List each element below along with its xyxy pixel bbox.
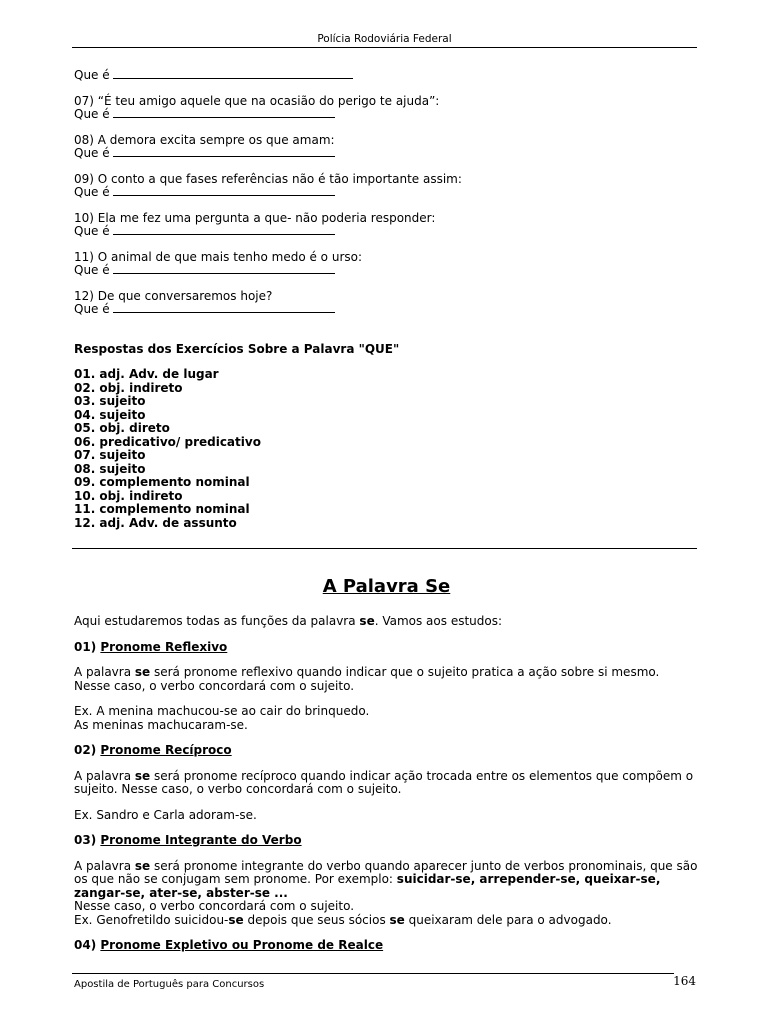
que-label: Que é	[74, 302, 114, 316]
subsection-01-heading: 01) Pronome Reflexivo	[74, 639, 228, 654]
question-item	[74, 251, 699, 278]
subsection-01-example-2: As meninas machucaram-se.	[74, 717, 248, 732]
que-label: Que é	[74, 107, 114, 121]
question-item	[74, 134, 699, 161]
answer-blank	[113, 272, 335, 274]
answers-list	[74, 368, 699, 530]
header-rule	[72, 47, 697, 48]
question-list	[74, 95, 699, 317]
answer-item: 01. adj. Adv. de lugar	[74, 367, 219, 381]
question-sentence: 09) O conto a que fases referências não é tão importante assim:	[74, 171, 462, 186]
question-sentence: 11) O animal de que mais tenho medo é o urso:	[74, 249, 363, 264]
answer-item: 08. sujeito	[74, 461, 146, 476]
answer-item: 02. obj. indireto	[74, 380, 183, 395]
page-header: Polícia Rodoviária Federal	[317, 33, 452, 45]
answer-blank	[113, 116, 335, 118]
answer-blank	[113, 77, 353, 79]
section-rule	[72, 548, 697, 549]
que-label: Que é	[74, 185, 114, 199]
question-sentence: 12) De que conversaremos hoje?	[74, 288, 273, 303]
question-item	[74, 212, 699, 239]
section-intro: Aqui estudaremos todas as funções da palavra se. Vamos aos estudos:	[74, 614, 503, 628]
subsection-03-heading: 03) Pronome Integrante do Verbo	[74, 833, 302, 847]
answer-item: 09. complemento nominal	[74, 475, 250, 489]
subsection-04-heading: 04) Pronome Expletivo ou Pronome de Realce	[74, 938, 384, 952]
answer-item: 10. obj. indireto	[74, 488, 183, 503]
question-sentence: 07) “É teu amigo aquele que na ocasião do perigo te ajuda”:	[74, 93, 440, 108]
question-item	[74, 290, 699, 317]
subsection-03-text: A palavra se será pronome integrante do verbo quando aparecer junto de verbos pronominais, que são os que não se conjugam sem pronome. Por exemplo: suicidar-se, arrepender-se, queixar-se, zangar-se, ater-se, abster-se ...	[74, 858, 698, 900]
page-number: 164	[673, 974, 696, 988]
question-item	[74, 173, 699, 200]
exercises-block	[74, 69, 699, 530]
que-label: Que é	[74, 224, 114, 238]
palavra-se-section	[74, 576, 699, 953]
footer-rule	[72, 973, 674, 974]
subsection-02-example: Ex. Sandro e Carla adoram-se.	[74, 807, 257, 822]
answer-item: 05. obj. direto	[74, 421, 170, 435]
que-label: Que é	[74, 263, 114, 277]
question-06-tail	[74, 69, 699, 83]
subsection-03-line2: Nesse caso, o verbo concordará com o sujeito.	[74, 899, 355, 913]
answer-item: 07. sujeito	[74, 448, 146, 462]
subsection-03-example: Ex. Genofretildo suicidou-se depois que seus sócios se queixaram dele para o advogado.	[74, 912, 612, 927]
answer-item: 03. sujeito	[74, 394, 146, 408]
question-sentence: 08) A demora excita sempre os que amam:	[74, 132, 335, 147]
answer-blank	[113, 233, 335, 235]
answer-blank	[113, 311, 335, 313]
que-label: Que é	[74, 68, 114, 82]
answer-blank	[113, 155, 335, 157]
answer-item: 12. adj. Adv. de assunto	[74, 515, 237, 530]
subsection-02-heading: 02) Pronome Recíproco	[74, 743, 232, 757]
subsection-01-example: Ex. A menina machucou-se ao cair do brinquedo.	[74, 704, 370, 718]
que-label: Que é	[74, 146, 114, 160]
answers-title: Respostas dos Exercícios Sobre a Palavra "QUE"	[74, 341, 400, 356]
answer-item: 11. complemento nominal	[74, 502, 250, 516]
answer-blank	[113, 194, 335, 196]
subsection-01-text: A palavra se será pronome reflexivo quando indicar que o sujeito pratica a ação sobre si mesmo. Nesse caso, o verbo concordará com o sujeito.	[74, 665, 660, 693]
subsection-02-text: A palavra se será pronome recíproco quando indicar ação trocada entre os elementos que compõem o sujeito. Nesse caso, o verbo concordará com o sujeito.	[74, 768, 694, 796]
answer-item: 06. predicativo/ predicativo	[74, 434, 261, 449]
footer-title: Apostila de Português para Concursos	[74, 979, 265, 990]
question-item	[74, 95, 699, 122]
section-title: A Palavra Se	[322, 576, 451, 597]
question-sentence: 10) Ela me fez uma pergunta a que- não poderia responder:	[74, 210, 436, 225]
answer-item: 04. sujeito	[74, 407, 146, 422]
